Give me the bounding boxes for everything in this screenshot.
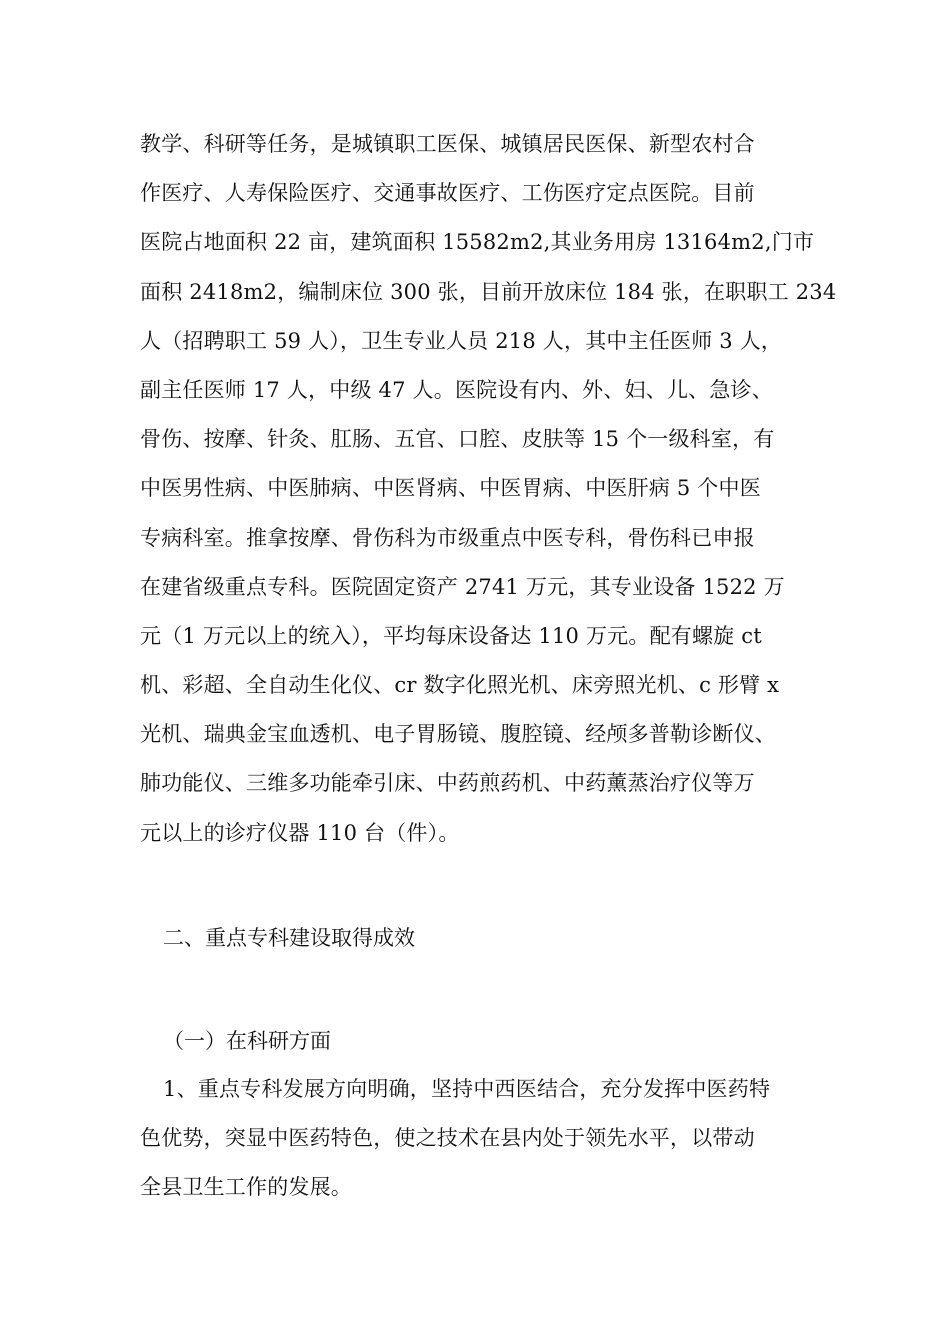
text-line: 骨伤、按摩、针灸、肛肠、五官、口腔、皮肤等 15 个一级科室，有 bbox=[140, 427, 775, 452]
text-line: 教学、科研等任务，是城镇职工医保、城镇居民医保、新型农村合 bbox=[140, 132, 755, 156]
text-line: 中医男性病、中医肺病、中医肾病、中医胃病、中医肝病 5 个中医 bbox=[140, 476, 761, 501]
text-line: 肺功能仪、三维多功能牵引床、中药煎药机、中药薰蒸治疗仪等万 bbox=[140, 771, 755, 796]
text-line: 在建省级重点专科。医院固定资产 2741 万元，其专业设备 1522 万 bbox=[140, 574, 785, 599]
text-line: 专病科室。推拿按摩、骨伤科为市级重点中医专科，骨伤科已申报 bbox=[140, 525, 755, 550]
text-line: 元以上的诊疗仪器 110 台（件）。 bbox=[140, 820, 460, 845]
research-paragraph bbox=[140, 1065, 820, 1213]
subsection-heading: （一）在科研方面 bbox=[163, 1029, 331, 1053]
text-line: 作医疗、人寿保险医疗、交通事故医疗、工伤医疗定点医院。目前 bbox=[140, 181, 755, 206]
text-line: 光机、瑞典金宝血透机、电子胃肠镜、腹腔镜、经颅多普勒诊断仪、 bbox=[140, 722, 776, 747]
text-line: 色优势，突显中医药特色，使之技术在县内处于领先水平，以带动 bbox=[140, 1126, 755, 1151]
text-line: 人（招聘职工 59 人），卫生专业人员 218 人，其中主任医师 3 人， bbox=[140, 328, 783, 353]
text-line: 医院占地面积 22 亩，建筑面积 15582m2,其业务用房 13164m2,门市 bbox=[140, 230, 815, 255]
text-line: 副主任医师 17 人，中级 47 人。医院设有内、外、妇、儿、急诊、 bbox=[140, 377, 773, 402]
text-line: 元（1 万元以上的统入），平均每床设备达 110 万元。配有螺旋 ct bbox=[140, 623, 762, 648]
section-heading: 二、重点专科建设取得成效 bbox=[163, 926, 415, 950]
text-line: 面积 2418m2，编制床位 300 张，目前开放床位 184 张，在职职工 234 bbox=[140, 279, 837, 304]
text-line: 机、彩超、全自动生化仪、cr 数字化照光机、床旁照光机、c 形臂 x bbox=[140, 673, 780, 698]
hospital-overview-paragraph bbox=[140, 120, 837, 858]
text-line: 1、重点专科发展方向明确，坚持中西医结合，充分发挥中医药特 bbox=[163, 1077, 771, 1101]
text-line: 全县卫生工作的发展。 bbox=[140, 1175, 352, 1200]
